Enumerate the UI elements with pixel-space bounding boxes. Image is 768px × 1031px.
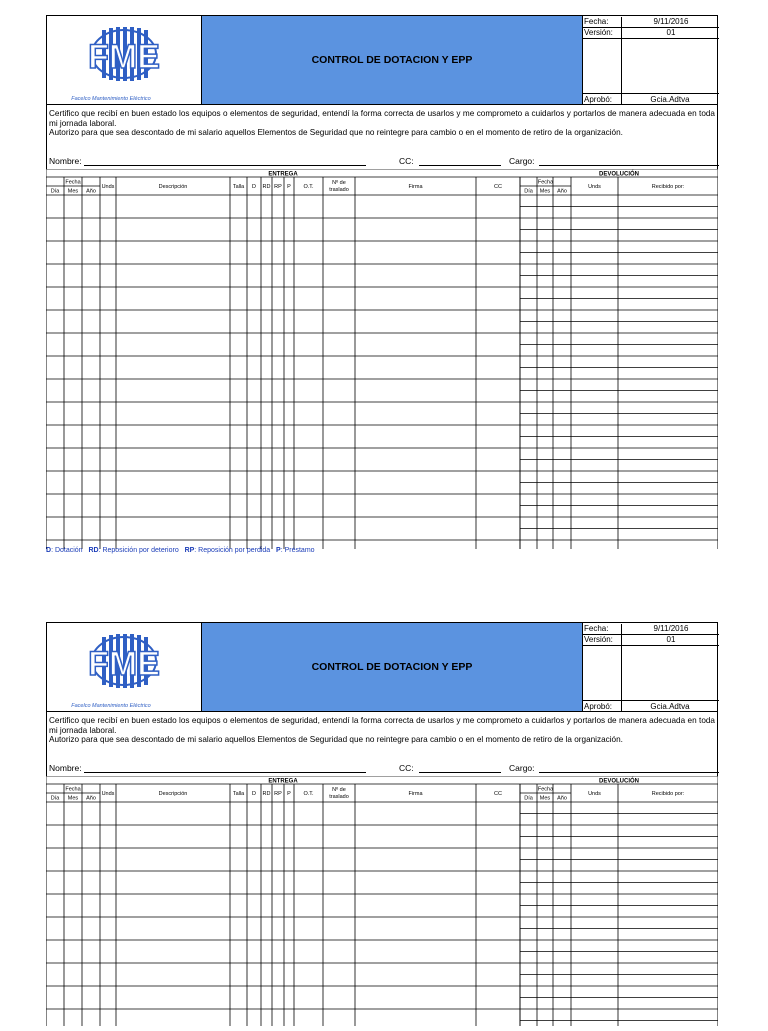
col-rd: RD: [262, 791, 271, 797]
col-talla: Talla: [232, 791, 245, 797]
col-unds: Unds: [101, 184, 115, 190]
col-traslado: traslado: [329, 794, 349, 800]
nombre-label: Nombre:: [49, 763, 82, 773]
cc-field[interactable]: [419, 772, 501, 773]
cargo-label: Cargo:: [509, 156, 535, 166]
col-descripcion: Descripción: [158, 184, 188, 190]
form-title: CONTROL DE DOTACION Y EPP: [311, 661, 473, 673]
aprobo-label: Aprobó:: [584, 95, 613, 104]
aprobo-value: Gcia.Adtva: [650, 95, 690, 104]
version-value: 01: [621, 28, 720, 38]
version-value: 01: [621, 635, 720, 645]
form-info: [583, 16, 719, 104]
entrega-devolucion-table-2: [46, 776, 718, 1026]
col-traslado: traslado: [329, 187, 349, 193]
col-mes-dev: Mes: [539, 795, 551, 802]
col-fecha-dev: Fecha: [537, 179, 554, 186]
col-ot: O.T.: [303, 791, 314, 797]
col-cc: CC: [494, 791, 502, 797]
col-mes: Mes: [67, 795, 79, 802]
company-logo-2: [47, 623, 202, 711]
legend-d: D: [46, 547, 52, 554]
logo-lettering: FME: [88, 645, 160, 683]
cargo-field[interactable]: [539, 772, 719, 773]
col-rp: RP: [274, 791, 282, 797]
col-p: P: [287, 184, 291, 190]
cert-paragraph-1: Certifico que recibí en buen estado los equipos o elementos de seguridad, entendí la forma correcta de usarlos y me comprometo a cuidarlos y portarlos de manera adecuada en toda mi jornada laboral.: [49, 109, 715, 128]
col-fecha: Fecha: [65, 786, 81, 793]
version-label: Versión:: [584, 28, 613, 37]
col-fecha: Fecha: [65, 179, 81, 186]
col-p: P: [287, 791, 291, 797]
legend-rd-text: : Reposición por deterioro: [98, 547, 179, 554]
col-ano-dev: Año: [557, 795, 567, 802]
fme-logo-icon: [47, 16, 201, 104]
legend-p: P: [276, 547, 281, 554]
cc-label: CC:: [399, 763, 414, 773]
cc-label: CC:: [399, 156, 414, 166]
company-logo: [47, 16, 202, 104]
devolucion-header: DEVOLUCIÓN: [598, 171, 640, 178]
col-dia: Día: [50, 188, 60, 195]
aprobo-value: Gcia.Adtva: [650, 702, 690, 711]
col-ano-dev: Año: [557, 188, 567, 195]
cargo-label: Cargo:: [509, 763, 535, 773]
cert-paragraph-2: Autorizo para que sea descontado de mi salario aquellos Elementos de Seguridad que no reintegre para cambio o en el momento de retiro de la organización.: [49, 128, 623, 138]
col-ano: Año: [86, 795, 96, 802]
col-ano: Año: [86, 188, 96, 195]
col-d: D: [252, 791, 256, 797]
nombre-field[interactable]: [84, 165, 366, 166]
col-d: D: [252, 184, 256, 190]
col-recibido: Recibido por:: [651, 791, 685, 797]
legend-p-text: : Préstamo: [280, 547, 315, 554]
legend: [46, 547, 315, 554]
col-unds: Unds: [101, 791, 115, 797]
legend-d-text: : Dotación: [51, 547, 83, 554]
col-descripcion: Descripción: [158, 791, 188, 797]
entrega-header: ENTREGA: [268, 171, 298, 178]
form-title-box: [202, 16, 583, 104]
fecha-label: Fecha:: [584, 624, 609, 633]
fecha-value: 9/11/2016: [621, 17, 720, 27]
form-title-box-2: [202, 623, 583, 711]
col-cc: CC: [494, 184, 502, 190]
form-title: CONTROL DE DOTACION Y EPP: [311, 54, 473, 66]
aprobo-row: [583, 700, 719, 712]
col-firma: Firma: [408, 791, 423, 797]
fecha-value: 9/11/2016: [621, 624, 720, 634]
cargo-field[interactable]: [539, 165, 719, 166]
col-fecha-dev: Fecha: [537, 786, 554, 793]
legend-rd: RD: [88, 547, 99, 554]
legend-rp: RP: [184, 547, 195, 554]
logo-tagline: Facelco Mantenimiento Eléctrico: [71, 96, 151, 102]
col-ot: O.T.: [303, 184, 314, 190]
logo-tagline: Facelco Mantenimiento Eléctrico: [71, 703, 151, 709]
col-recibido: Recibido por:: [651, 184, 685, 190]
nombre-field[interactable]: [84, 772, 366, 773]
version-row: [583, 27, 719, 39]
col-traslado: Nº de: [332, 180, 346, 186]
col-unds-dev: Unds: [588, 791, 601, 797]
employee-fields: [46, 149, 718, 169]
col-mes: Mes: [67, 188, 79, 195]
legend-rp-text: : Reposición por perdida: [194, 547, 271, 554]
col-rd: RD: [262, 184, 271, 190]
certification-text-2: [46, 712, 718, 756]
entrega-devolucion-table: [46, 169, 718, 549]
form-info-2: [583, 623, 719, 711]
col-mes-dev: Mes: [539, 188, 551, 195]
form-header-2: [46, 622, 718, 712]
aprobo-label: Aprobó:: [584, 702, 613, 711]
devolucion-header: DEVOLUCIÓN: [598, 778, 640, 785]
form-copy-2: [46, 622, 718, 1031]
col-firma: Firma: [408, 184, 423, 190]
col-unds-dev: Unds: [588, 184, 601, 190]
col-dia-dev: Día: [524, 188, 533, 195]
certification-text: [46, 105, 718, 149]
col-talla: Talla: [232, 184, 245, 190]
cc-field[interactable]: [419, 165, 501, 166]
version-label: Versión:: [584, 635, 613, 644]
entrega-header: ENTREGA: [268, 778, 298, 785]
nombre-label: Nombre:: [49, 156, 82, 166]
fme-logo-icon: [47, 623, 201, 711]
form-copy-1: [46, 15, 718, 554]
cert-paragraph-1: Certifico que recibí en buen estado los equipos o elementos de seguridad, entendí la forma correcta de usarlos y me comprometo a cuidarlos y portarlos de manera adecuada en toda mi jornada laboral.: [49, 716, 715, 735]
version-row: [583, 634, 719, 646]
fecha-label: Fecha:: [584, 17, 609, 26]
col-dia-dev: Día: [524, 795, 533, 802]
form-header: [46, 15, 718, 105]
aprobo-row: [583, 93, 719, 105]
cert-paragraph-2: Autorizo para que sea descontado de mi salario aquellos Elementos de Seguridad que no reintegre para cambio o en el momento de retiro de la organización.: [49, 735, 623, 745]
col-rp: RP: [274, 184, 282, 190]
col-dia: Día: [50, 795, 60, 802]
logo-lettering: FME: [88, 38, 160, 76]
employee-fields-2: [46, 756, 718, 776]
col-traslado: Nº de: [332, 787, 346, 793]
